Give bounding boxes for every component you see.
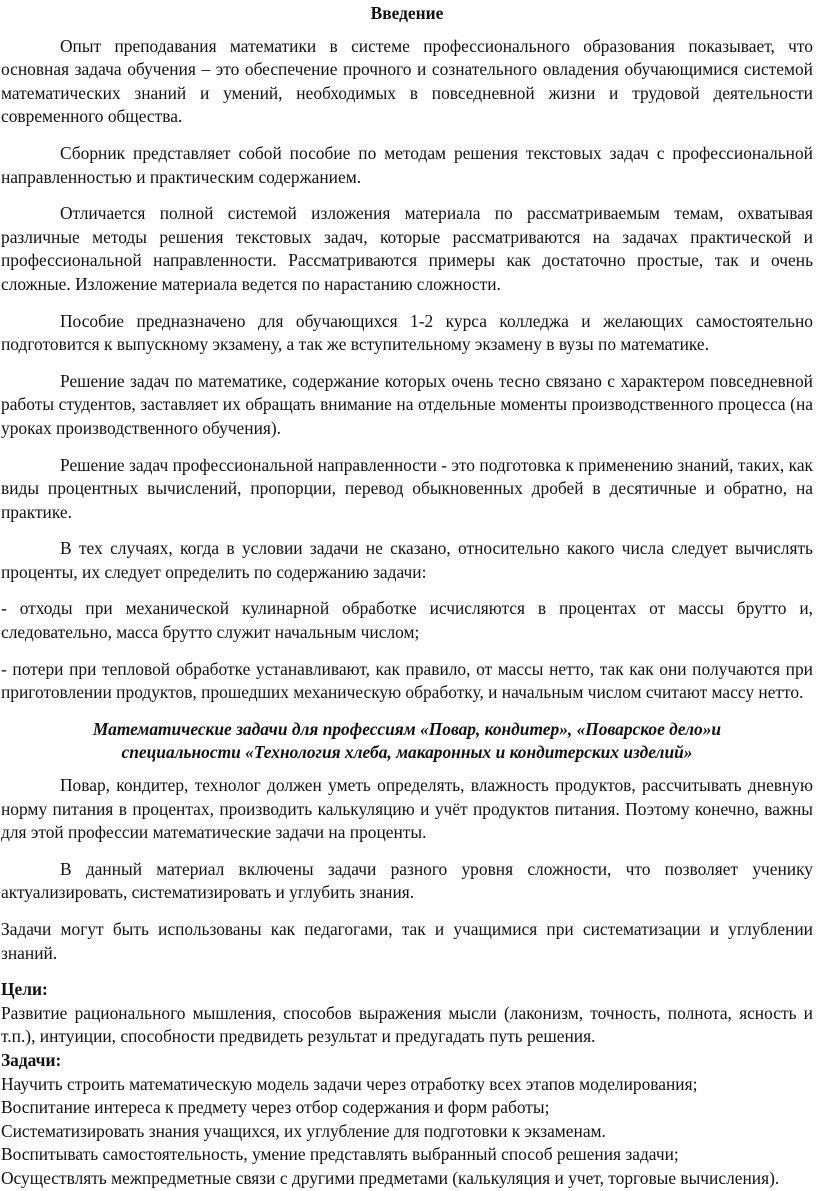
section-subheading [1, 718, 813, 765]
goals-text: Развитие рационального мышления, способов выражения мысли (лаконизм, точность, полнота, ясность и т.п.), интуиции, способности предвидеть результат и предугадать путь решения. [1, 1002, 813, 1047]
goals-heading: Цели: [1, 979, 48, 1000]
subheading-line-2: специальности «Технология хлеба, макаронных и кондитерских изделий» [121, 742, 693, 763]
intro-paragraph-5: Решение задач по математике, содержание которых очень тесно связано с характером повседневной работы студентов, заставляет их обращать внимание на отдельные моменты производственного процесса (на уроках производственного обучения). [1, 370, 813, 438]
tasks-heading: Задачи: [1, 1049, 62, 1070]
intro-paragraph-3: Отличается полной системой изложения материала по рассматриваемым темам, охватывая различные методы решения текстовых задач, которые рассматриваются на задачах практической и профессиональной направленности. Рассматриваются примеры как достаточно простые, так и очень сложные. Изложение материала ведется по нарастанию сложности. [1, 203, 813, 294]
subheading-line-1: Математические задачи для профессиям «Повар, кондитер», «Поварское дело»и [92, 718, 722, 739]
task-item-2: Воспитание интереса к предмету через отбор содержания и форм работы; [1, 1097, 550, 1118]
document-title: Введение [370, 3, 444, 23]
section-paragraph-1: Повар, кондитер, технолог должен уметь определять, влажность продуктов, рассчитывать дневную норму питания в процентах, производить калькуляцию и учёт продуктов питания. Поэтому конечно, важны для этой профессии математические задачи на проценты. [1, 775, 813, 843]
intro-paragraph-4: Пособие предназначено для обучающихся 1-2 курса колледжа и желающих самостоятельно подготовится к выпускному экзамену, а так же вступительному экзамену в вузы по математике. [1, 310, 813, 355]
task-item-3: Систематизировать знания учащихся, их углубление для подготовки к экзаменам. [1, 1120, 606, 1141]
intro-paragraph-1: Опыт преподавания математики в системе профессионального образования показывает, что основная задача обучения – это обеспечение прочного и сознательного овладения обучающимися системой математических знаний и умений, необходимых в повседневной жизни и трудовой деятельности современного общества. [1, 35, 813, 127]
section-paragraph-2: В данный материал включены задачи разного уровня сложности, что позволяет ученику актуализировать, систематизировать и углубить знания. [1, 858, 813, 903]
task-item-5: Осуществлять межпредметные связи с другими предметами (калькуляция и учет, торговые вычисления). [1, 1167, 780, 1188]
task-item-1: Научить строить математическую модель задачи через отработку всех этапов моделирования; [1, 1073, 698, 1094]
intro-paragraph-7: В тех случаях, когда в условии задачи не сказано, относительно какого числа следует вычислять проценты, их следует определить по содержанию задачи: [1, 538, 813, 582]
section-paragraph-3: Задачи могут быть использованы как педагогами, так и учащимися при систематизации и углублении знаний. [1, 919, 813, 963]
intro-paragraph-6: Решение задач профессиональной направленности - это подготовка к применению знаний, таких, как виды процентных вычислений, пропорции, перевод обыкновенных дробей в десятичные и обратно, на практике. [1, 454, 813, 522]
intro-paragraph-2: Сборник представляет собой пособие по методам решения текстовых задач с профессиональной направленностью и практическим содержанием. [1, 142, 813, 187]
bullet-item-losses: - потери при тепловой обработке устанавливают, как правило, от массы нетто, так как они получаются при приготовлении продуктов, прошедших механическую обработку, и начальным числом считают массу нетто. [1, 658, 813, 703]
bullet-item-waste: - отходы при механической кулинарной обработке исчисляются в процентах от массы брутто и, следовательно, масса брутто служит начальным числом; [1, 598, 813, 643]
task-item-4: Воспитывать самостоятельность, умение представлять выбранный способ решения задачи; [1, 1144, 679, 1165]
